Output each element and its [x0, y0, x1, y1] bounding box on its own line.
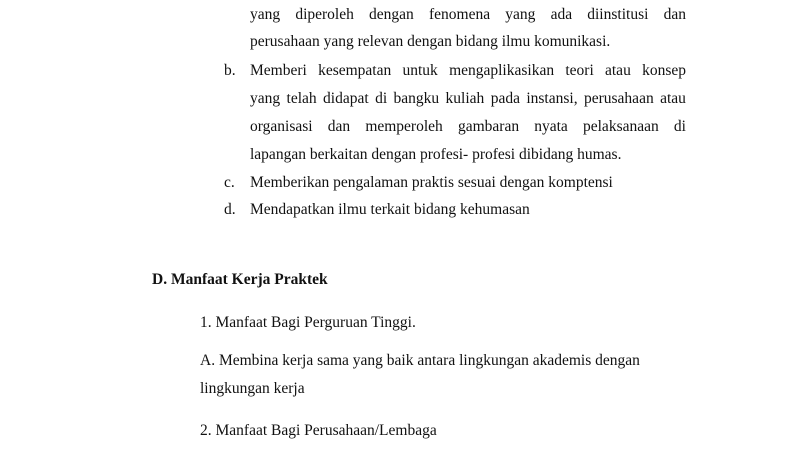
word: dengan [369, 6, 414, 23]
word: kuliah [445, 90, 485, 107]
list-marker-b: b. [224, 62, 236, 79]
list-marker-c: c. [224, 174, 235, 191]
benefit-university-text-line-1: A. Membina kerja sama yang baik antara lingkungan akademis dengan [200, 352, 640, 369]
word: konsep [642, 62, 686, 79]
word: nyata [534, 118, 568, 135]
word: mengaplikasikan [449, 62, 555, 79]
word: Memberi [250, 62, 307, 79]
word: kesempatan [318, 62, 392, 79]
item-b-line-3 [250, 117, 686, 137]
word: ada [550, 6, 573, 23]
word: teori [565, 62, 594, 79]
item-b-line-1 [250, 61, 686, 81]
item-a-line-1 [250, 5, 686, 25]
item-c-text: Memberikan pengalaman praktis sesuai dengan komptensi [250, 174, 613, 191]
word: dan [327, 118, 351, 135]
word: diinstitusi [587, 6, 649, 23]
item-d-text: Mendapatkan ilmu terkait bidang kehumasan [250, 201, 530, 218]
word: instansi, [526, 90, 578, 107]
word: yang [250, 6, 281, 23]
benefit-university-heading: 1. Manfaat Bagi Perguruan Tinggi. [200, 314, 416, 331]
word: di [375, 90, 388, 107]
word: didapat [323, 90, 369, 107]
word: pelaksanaan [583, 118, 659, 135]
word: yang [505, 6, 536, 23]
section-heading: D. Manfaat Kerja Praktek [152, 271, 328, 288]
item-b-line-4: lapangan berkaitan dengan profesi- profesi dibidang humas. [250, 146, 622, 163]
word: organisasi [250, 118, 313, 135]
word: di [673, 118, 686, 135]
word: yang [250, 90, 281, 107]
word: diperoleh [295, 6, 354, 23]
benefit-university-text-line-2: lingkungan kerja [200, 380, 305, 397]
word: dan [663, 6, 686, 23]
benefit-company-heading: 2. Manfaat Bagi Perusahaan/Lembaga [200, 422, 437, 439]
item-b-line-2 [250, 89, 686, 109]
word: atau [605, 62, 631, 79]
word: bangku [393, 90, 440, 107]
word: telah [286, 90, 317, 107]
word: memperoleh [365, 118, 443, 135]
word: untuk [402, 62, 438, 79]
list-marker-d: d. [224, 201, 236, 218]
word: fenomena [428, 6, 491, 23]
word: pada [490, 90, 520, 107]
word: gambaran [457, 118, 520, 135]
word: atau [660, 90, 686, 107]
word: perusahaan [583, 90, 654, 107]
item-a-line-2: perusahaan yang relevan dengan bidang ilmu komunikasi. [250, 33, 611, 50]
